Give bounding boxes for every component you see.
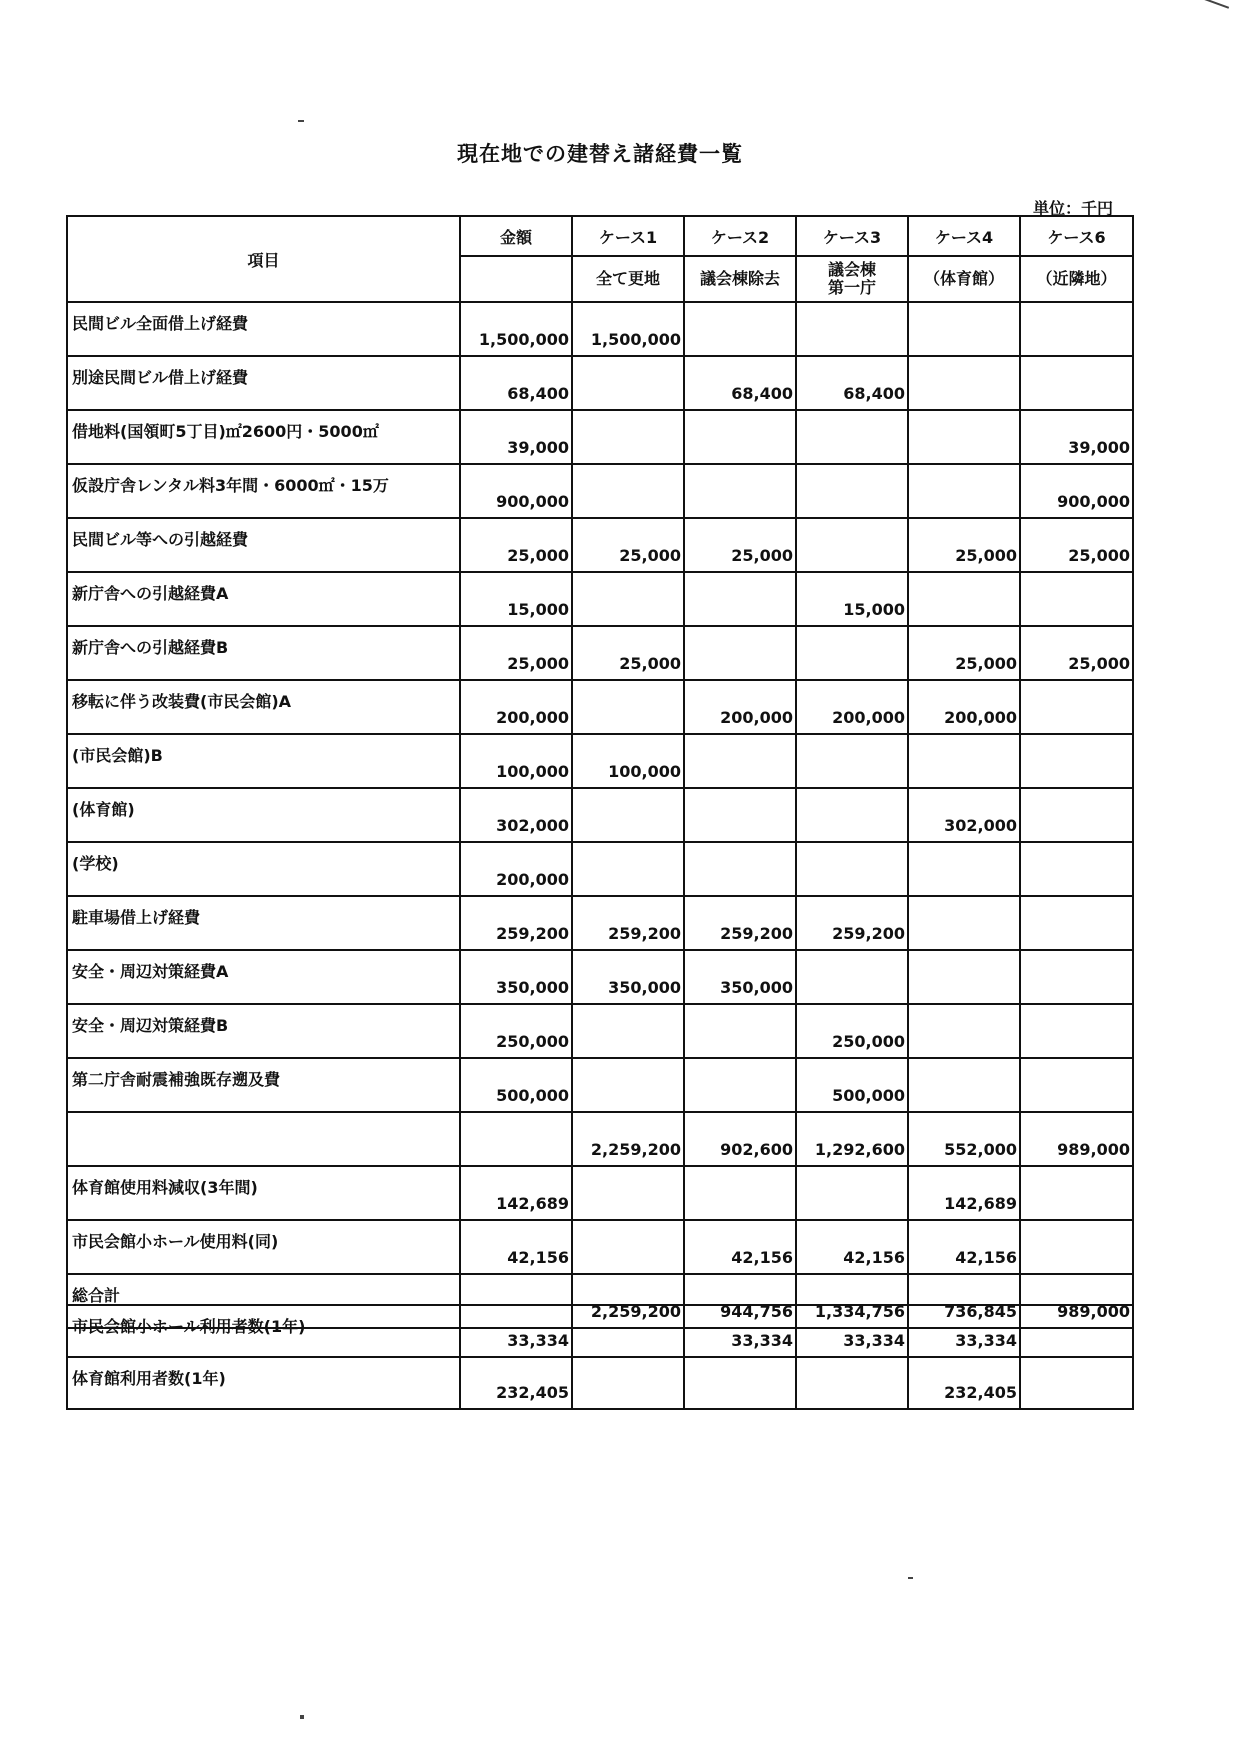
table-row — [67, 1112, 1133, 1166]
case-cell-6 — [1020, 842, 1133, 896]
row-label: 新庁舎への引越経費A — [67, 572, 460, 626]
table-row — [67, 680, 1133, 734]
table-row — [67, 518, 1133, 572]
case-cell-1 — [572, 356, 684, 410]
case-cell-1 — [572, 680, 684, 734]
table-row — [67, 1305, 1133, 1357]
table-row — [67, 1166, 1133, 1220]
case-cell-4: 33,334 — [908, 1305, 1020, 1357]
case-cell-3: 250,000 — [796, 1004, 908, 1058]
amount-cell: 15,000 — [460, 572, 572, 626]
amount-cell: 42,156 — [460, 1220, 572, 1274]
header-case-1-sub: 全て更地 — [572, 256, 684, 302]
case-cell-6 — [1020, 1357, 1133, 1409]
case-cell-4: 25,000 — [908, 518, 1020, 572]
case-cell-4: 736,845 — [908, 1274, 1020, 1328]
row-label: (体育館) — [67, 788, 460, 842]
scan-speck — [300, 1715, 304, 1719]
case-cell-4 — [908, 410, 1020, 464]
table-row — [67, 734, 1133, 788]
case-cell-4: 200,000 — [908, 680, 1020, 734]
row-label: 駐車場借上げ経費 — [67, 896, 460, 950]
row-label: 安全・周辺対策経費B — [67, 1004, 460, 1058]
header-case-2: ケース2 — [684, 216, 796, 256]
case-cell-2: 350,000 — [684, 950, 796, 1004]
case-cell-4: 142,689 — [908, 1166, 1020, 1220]
row-label: (市民会館)B — [67, 734, 460, 788]
row-label: 移転に伴う改装費(市民会館)A — [67, 680, 460, 734]
table-row — [67, 950, 1133, 1004]
case-cell-3 — [796, 302, 908, 356]
row-label: 民間ビル全面借上げ経費 — [67, 302, 460, 356]
table-row — [67, 626, 1133, 680]
case-cell-4 — [908, 572, 1020, 626]
header-case-6-sub: （近隣地） — [1020, 256, 1133, 302]
case-cell-2: 902,600 — [684, 1112, 796, 1166]
case-cell-3 — [796, 950, 908, 1004]
case-cell-4 — [908, 896, 1020, 950]
case-cell-3 — [796, 464, 908, 518]
row-label: 借地料(国領町5丁目)㎡2600円・5000㎡ — [67, 410, 460, 464]
table-row — [67, 356, 1133, 410]
amount-cell: 100,000 — [460, 734, 572, 788]
case-cell-4: 302,000 — [908, 788, 1020, 842]
amount-cell: 302,000 — [460, 788, 572, 842]
header-amount: 金額 — [460, 216, 572, 256]
amount-cell: 200,000 — [460, 842, 572, 896]
case-cell-1: 259,200 — [572, 896, 684, 950]
case-cell-3 — [796, 788, 908, 842]
table-row — [67, 1004, 1133, 1058]
row-label: 第二庁舎耐震補強既存遡及費 — [67, 1058, 460, 1112]
amount-cell: 68,400 — [460, 356, 572, 410]
case-cell-4 — [908, 734, 1020, 788]
case-cell-4 — [908, 842, 1020, 896]
case-cell-6 — [1020, 1305, 1133, 1357]
scan-mark — [1191, 0, 1229, 9]
case-cell-4 — [908, 1058, 1020, 1112]
table-row — [67, 572, 1133, 626]
case-cell-6 — [1020, 734, 1133, 788]
header-row — [67, 216, 1133, 256]
amount-cell: 39,000 — [460, 410, 572, 464]
case-cell-1 — [572, 572, 684, 626]
table-row — [67, 1220, 1133, 1274]
amount-cell: 25,000 — [460, 626, 572, 680]
header-case-3-sub: 議会棟 第一庁 — [796, 256, 908, 302]
amount-cell: 350,000 — [460, 950, 572, 1004]
row-label: 体育館利用者数(1年) — [67, 1357, 460, 1409]
table-row — [67, 896, 1133, 950]
case-cell-1: 25,000 — [572, 518, 684, 572]
case-cell-2: 25,000 — [684, 518, 796, 572]
case-cell-6: 25,000 — [1020, 626, 1133, 680]
amount-cell: 33,334 — [460, 1305, 572, 1357]
case-cell-3 — [796, 626, 908, 680]
case-cell-4 — [908, 302, 1020, 356]
case-cell-2 — [684, 1166, 796, 1220]
case-cell-2 — [684, 1058, 796, 1112]
case-cell-1 — [572, 464, 684, 518]
case-cell-4: 42,156 — [908, 1220, 1020, 1274]
row-label — [67, 1112, 460, 1166]
case-cell-4 — [908, 356, 1020, 410]
usage-stats-table — [66, 1304, 1134, 1410]
table-row — [67, 302, 1133, 356]
case-cell-1 — [572, 788, 684, 842]
case-cell-4: 25,000 — [908, 626, 1020, 680]
amount-cell: 1,500,000 — [460, 302, 572, 356]
case-cell-1: 2,259,200 — [572, 1274, 684, 1328]
document-title: 現在地での建替え諸経費一覧 — [457, 142, 743, 166]
case-cell-3: 42,156 — [796, 1220, 908, 1274]
case-cell-4 — [908, 950, 1020, 1004]
case-cell-2 — [684, 1357, 796, 1409]
table-row — [67, 410, 1133, 464]
amount-cell: 25,000 — [460, 518, 572, 572]
amount-cell: 142,689 — [460, 1166, 572, 1220]
case-cell-6: 989,000 — [1020, 1112, 1133, 1166]
case-cell-6 — [1020, 356, 1133, 410]
amount-cell: 232,405 — [460, 1357, 572, 1409]
case-cell-6 — [1020, 1058, 1133, 1112]
case-cell-2: 259,200 — [684, 896, 796, 950]
case-cell-3: 200,000 — [796, 680, 908, 734]
table-row — [67, 788, 1133, 842]
table-row — [67, 1357, 1133, 1409]
row-label: 仮設庁舎レンタル料3年間・6000㎡・15万 — [67, 464, 460, 518]
case-cell-2: 68,400 — [684, 356, 796, 410]
scan-speck — [908, 1577, 913, 1579]
case-cell-1 — [572, 1058, 684, 1112]
case-cell-3 — [796, 842, 908, 896]
table-row — [67, 842, 1133, 896]
case-cell-3: 15,000 — [796, 572, 908, 626]
header-case-4-sub: （体育館） — [908, 256, 1020, 302]
case-cell-4: 232,405 — [908, 1357, 1020, 1409]
case-cell-3: 1,292,600 — [796, 1112, 908, 1166]
case-cell-6 — [1020, 302, 1133, 356]
case-cell-6 — [1020, 1166, 1133, 1220]
case-cell-6 — [1020, 572, 1133, 626]
row-label: 新庁舎への引越経費B — [67, 626, 460, 680]
case-cell-3: 1,334,756 — [796, 1274, 908, 1328]
amount-cell: 200,000 — [460, 680, 572, 734]
case-cell-3 — [796, 1357, 908, 1409]
header-case-1: ケース1 — [572, 216, 684, 256]
case-cell-3 — [796, 734, 908, 788]
case-cell-3 — [796, 518, 908, 572]
case-cell-6: 900,000 — [1020, 464, 1133, 518]
case-cell-1 — [572, 1220, 684, 1274]
case-cell-6 — [1020, 788, 1133, 842]
case-cell-3: 259,200 — [796, 896, 908, 950]
case-cell-1: 2,259,200 — [572, 1112, 684, 1166]
case-cell-4 — [908, 1004, 1020, 1058]
case-cell-4: 552,000 — [908, 1112, 1020, 1166]
table-row — [67, 1058, 1133, 1112]
amount-cell — [460, 1112, 572, 1166]
header-case-6: ケース6 — [1020, 216, 1133, 256]
header-amount-sub — [460, 256, 572, 302]
case-cell-3: 500,000 — [796, 1058, 908, 1112]
amount-cell: 900,000 — [460, 464, 572, 518]
row-label: 別途民間ビル借上げ経費 — [67, 356, 460, 410]
row-label: 体育館使用料減収(3年間) — [67, 1166, 460, 1220]
case-cell-1 — [572, 1305, 684, 1357]
case-cell-3: 33,334 — [796, 1305, 908, 1357]
header-item: 項目 — [67, 216, 460, 302]
row-label: 市民会館小ホール利用者数(1年) — [67, 1305, 460, 1357]
case-cell-3 — [796, 410, 908, 464]
header-case-4: ケース4 — [908, 216, 1020, 256]
case-cell-1 — [572, 842, 684, 896]
case-cell-1 — [572, 1357, 684, 1409]
case-cell-2 — [684, 788, 796, 842]
row-label: 民間ビル等への引越経費 — [67, 518, 460, 572]
row-label: 総合計 — [67, 1274, 460, 1328]
case-cell-4 — [908, 464, 1020, 518]
unit-label: 単位：千円 — [1033, 199, 1114, 218]
case-cell-2: 33,334 — [684, 1305, 796, 1357]
scan-speck — [298, 120, 304, 122]
case-cell-1: 350,000 — [572, 950, 684, 1004]
case-cell-6 — [1020, 1004, 1133, 1058]
row-label: (学校) — [67, 842, 460, 896]
case-cell-2 — [684, 572, 796, 626]
amount-cell: 500,000 — [460, 1058, 572, 1112]
case-cell-6: 25,000 — [1020, 518, 1133, 572]
case-cell-2 — [684, 1004, 796, 1058]
case-cell-1 — [572, 1166, 684, 1220]
case-cell-2 — [684, 464, 796, 518]
table-row — [67, 464, 1133, 518]
case-cell-2 — [684, 842, 796, 896]
case-cell-6 — [1020, 896, 1133, 950]
case-cell-6: 39,000 — [1020, 410, 1133, 464]
case-cell-2 — [684, 410, 796, 464]
case-cell-1: 1,500,000 — [572, 302, 684, 356]
case-cell-1: 25,000 — [572, 626, 684, 680]
case-cell-1 — [572, 410, 684, 464]
case-cell-2: 944,756 — [684, 1274, 796, 1328]
case-cell-3: 68,400 — [796, 356, 908, 410]
case-cell-2: 200,000 — [684, 680, 796, 734]
case-cell-2 — [684, 734, 796, 788]
case-cell-2 — [684, 626, 796, 680]
row-label: 安全・周辺対策経費A — [67, 950, 460, 1004]
header-case-3: ケース3 — [796, 216, 908, 256]
case-cell-2: 42,156 — [684, 1220, 796, 1274]
case-cell-6 — [1020, 680, 1133, 734]
case-cell-1 — [572, 1004, 684, 1058]
case-cell-3 — [796, 1166, 908, 1220]
case-cell-2 — [684, 302, 796, 356]
cost-table — [66, 215, 1134, 1329]
header-case-2-sub: 議会棟除去 — [684, 256, 796, 302]
case-cell-6: 989,000 — [1020, 1274, 1133, 1328]
case-cell-1: 100,000 — [572, 734, 684, 788]
case-cell-6 — [1020, 1220, 1133, 1274]
amount-cell: 250,000 — [460, 1004, 572, 1058]
case-cell-6 — [1020, 950, 1133, 1004]
amount-cell: 259,200 — [460, 896, 572, 950]
row-label: 市民会館小ホール使用料(同) — [67, 1220, 460, 1274]
